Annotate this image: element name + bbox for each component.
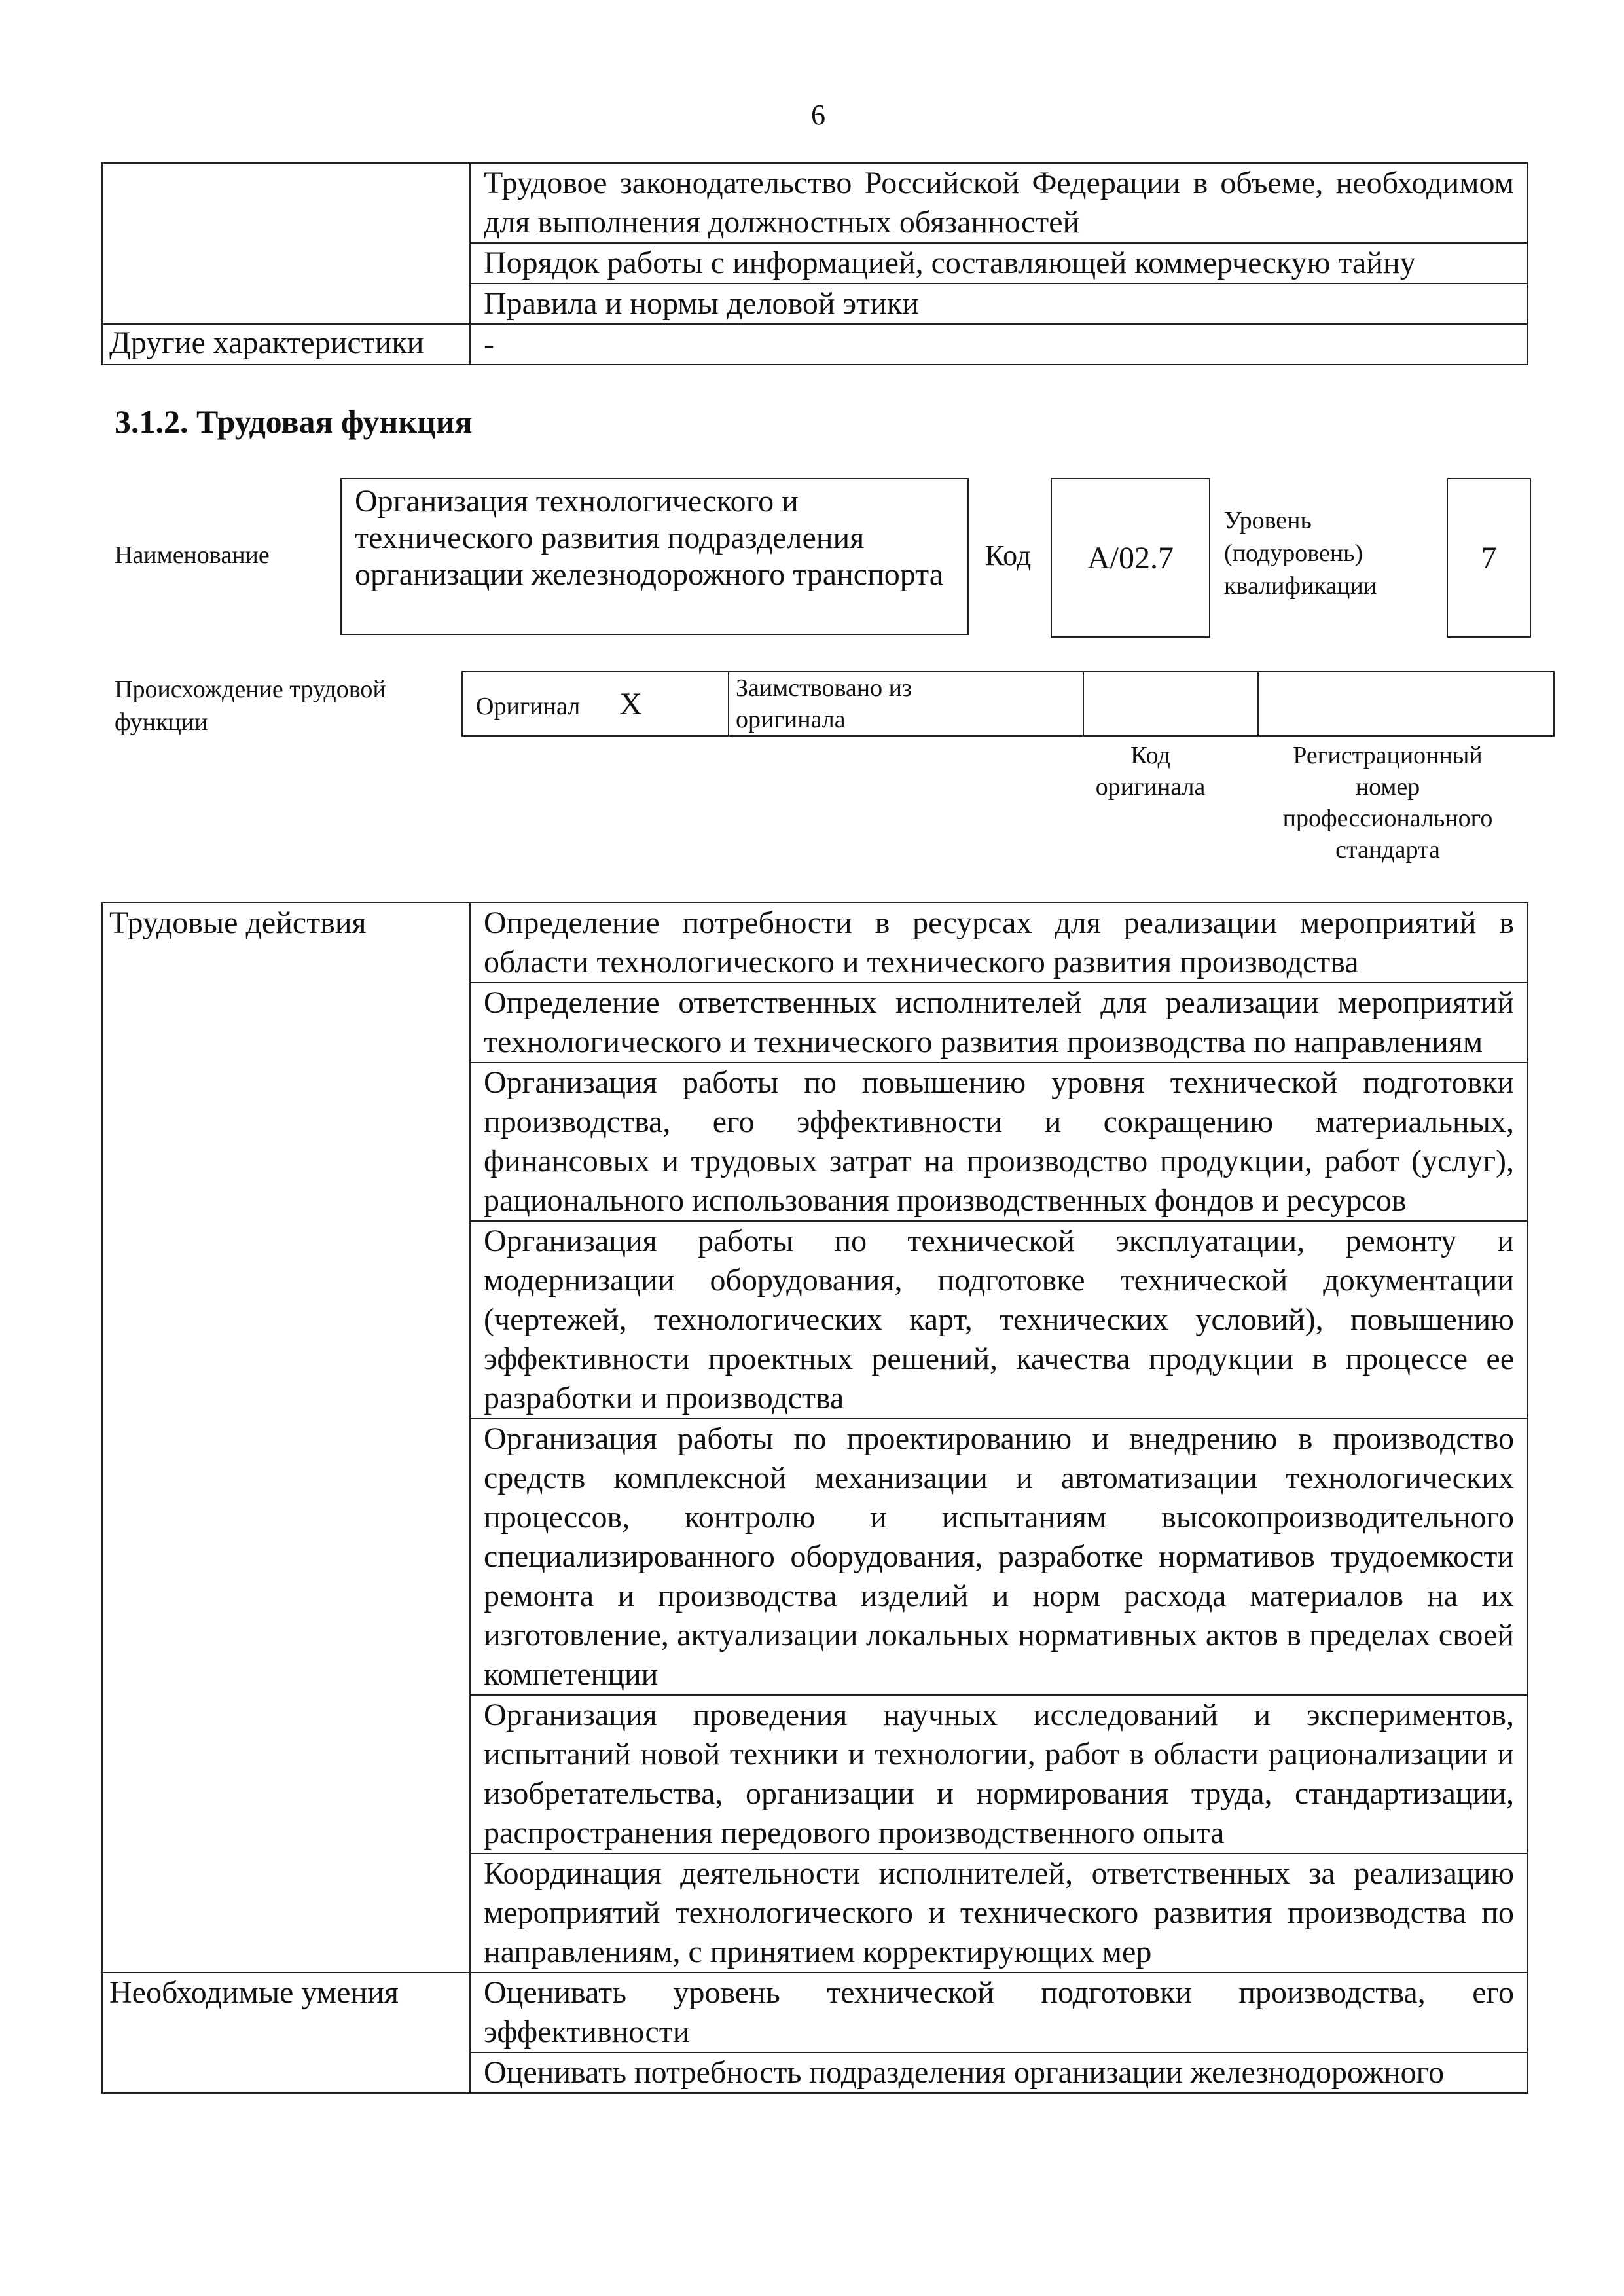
- action-item: Координация деятельности исполнителей, ответственных за реализацию мероприятий технологического и технического развития производства по направлениям, с принятием корректирующих мер: [470, 1853, 1528, 1973]
- original-code-cell: [1083, 672, 1258, 736]
- labor-functions-table: [101, 902, 1528, 2094]
- origin-label-line: Происхождение трудовой: [115, 676, 386, 703]
- action-item: Организация работы по технической эксплуатации, ремонту и модернизации оборудования, подготовке технической документации (чертежей, технологических карт, технических условий), повышению эффективности проектных решений, качества продукции в процессе ее разработки и производства: [470, 1221, 1528, 1419]
- borrowed-cell: [729, 672, 1083, 736]
- level-label-line: квалификации: [1224, 572, 1377, 600]
- origin-label-line: функции: [115, 708, 208, 736]
- action-item: Организация работы по проектированию и внедрению в производство средств комплексной механизации и автоматизации технологических процессов, контролю и испытаниям высокопроизводительного специализированного оборудования, разработке нормативов трудоемкости ремонта и производства изделий и норм расхода материалов на их изготовление, актуализации локальных нормативных актов в пределах своей компетенции: [470, 1419, 1528, 1695]
- other-characteristics-value: -: [470, 324, 1528, 365]
- original-mark: X: [619, 686, 642, 721]
- skill-item: Оценивать потребность подразделения организации железнодорожного: [470, 2052, 1528, 2093]
- caption-line: номер: [1355, 773, 1420, 801]
- knowledge-item: Правила и нормы деловой этики: [470, 283, 1528, 324]
- caption-line: стандарта: [1335, 836, 1440, 864]
- action-item: Организация работы по повышению уровня технической подготовки производства, его эффективности и сокращению материальных, финансовых и трудовых затрат на производство продукции, работ (услуг), рационального использования производственных фондов и ресурсов: [470, 1063, 1528, 1221]
- name-label: Наименование: [115, 541, 270, 569]
- registration-number-cell: [1258, 672, 1554, 736]
- action-item: Определение ответственных исполнителей для реализации мероприятий технологического и технического развития производства по направлениям: [470, 983, 1528, 1063]
- caption-line: оригинала: [1095, 773, 1206, 801]
- action-item: Определение потребности в ресурсах для реализации мероприятий в области технологического и технического развития производства: [470, 903, 1528, 983]
- page-number: 6: [811, 99, 825, 131]
- level-label-line: (подуровень): [1224, 539, 1363, 567]
- original-code-caption: [1064, 740, 1237, 803]
- registration-number-caption: [1240, 740, 1535, 866]
- section-title: 3.1.2. Трудовая функция: [115, 403, 473, 440]
- knowledge-label-cell: [102, 163, 470, 324]
- actions-label: Трудовые действия: [102, 903, 470, 1973]
- caption-line: профессионального: [1282, 805, 1493, 832]
- original-cell: [462, 672, 729, 736]
- knowledge-item: Порядок работы с информацией, составляющей коммерческую тайну: [470, 243, 1528, 283]
- caption-line: Регистрационный: [1293, 742, 1483, 769]
- skill-item: Оценивать уровень технической подготовки производства, его эффективности: [470, 1973, 1528, 2052]
- qualification-level-label: [1224, 504, 1377, 602]
- origin-label: [115, 673, 386, 738]
- original-label: Оригинал: [476, 692, 581, 720]
- level-label-line: Уровень: [1224, 507, 1312, 534]
- qualification-level-box: 7: [1447, 478, 1531, 638]
- skills-label: Необходимые умения: [102, 1973, 470, 2093]
- other-characteristics-label: Другие характеристики: [102, 324, 470, 365]
- action-item: Организация проведения научных исследований и экспериментов, испытаний новой техники и технологии, работ в области рационализации и изобретательства, организации и нормирования труда, стандартизации, распространения передового производственного опыта: [470, 1695, 1528, 1853]
- origin-table: [461, 671, 1555, 737]
- knowledge-table: [101, 162, 1528, 365]
- function-name-box: Организация технологического и технического развития подразделения организации железнодорожного транспорта: [340, 478, 969, 635]
- caption-line: Код: [1130, 742, 1170, 769]
- code-label: Код: [985, 539, 1032, 572]
- borrowed-line: оригинала: [736, 706, 846, 733]
- knowledge-item: Трудовое законодательство Российской Федерации в объеме, необходимом для выполнения должностных обязанностей: [470, 163, 1528, 243]
- borrowed-line: Заимствовано из: [736, 674, 912, 702]
- function-code-box: А/02.7: [1051, 478, 1210, 638]
